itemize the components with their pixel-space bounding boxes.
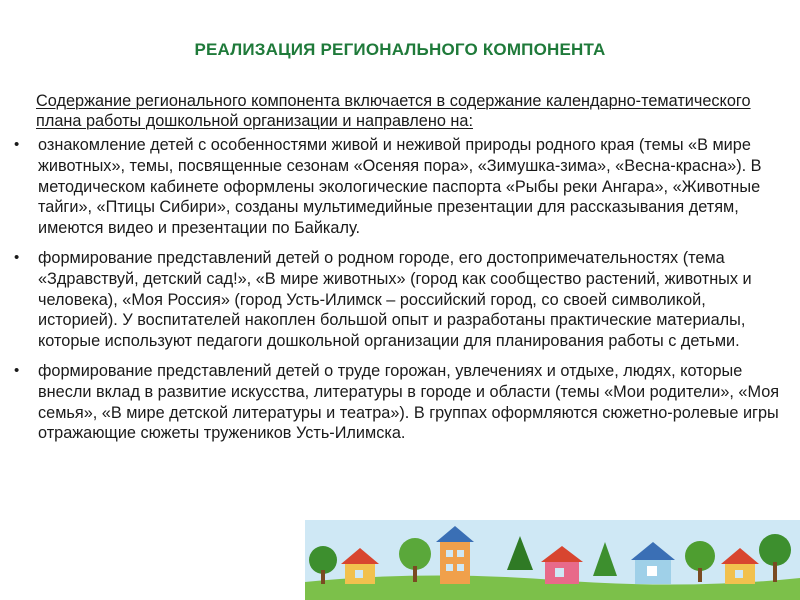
slide-title: РЕАЛИЗАЦИЯ РЕГИОНАЛЬНОГО КОМПОНЕНТА	[194, 40, 606, 59]
list-item-text: формирование представлений детей о труде горожан, увлечениях и отдыхе, людях, которые внесли вклад в развитие искусства, литературы в городе и области (темы «Мои родители», «Моя семья», «В мире детской литературы и театра»). В группах оформляются сюжетно-ролевые игры отражающие сюжеты тружеников Усть-Илимска.	[38, 361, 780, 443]
list-item	[0, 248, 800, 352]
bullet-list	[0, 135, 800, 444]
list-item	[0, 135, 800, 239]
bullet-icon: •	[14, 361, 20, 379]
list-item	[0, 361, 800, 444]
intro-paragraph: Содержание регионального компонента включается в содержание календарно-тематического плана работы дошкольной организации и направлено на:	[36, 92, 751, 130]
list-item-text: формирование представлений детей о родном городе, его достопримечательностях (тема «Здравствуй, детский сад!», «В мире животных» (город как сообщество растений, животных и человека), «Моя Россия» (город Усть-Илимск – российский город, со своей символикой, историей). У воспитателей накоплен большой опыт и разработаны практические материалы, которые используют педагоги дошкольной организации для планирования работы с детьми.	[38, 248, 752, 351]
bullet-icon: •	[14, 136, 20, 153]
list-item-text: ознакомление детей с особенностями живой и неживой природы родного края (темы «В мире животных», темы, посвященные сезонам «Осеняя пора», «Зимушка-зима», «Весна-красна»). В методическом кабинете оформлены экологические паспорта «Рыбы реки Ангара», «Животные тайги», «Птицы Сибири», созданы мультимедийные презентации для рассказывания детям, имеются видео и презентации по Байкалу.	[38, 136, 762, 238]
town-landscape-illustration	[305, 520, 800, 600]
bullet-icon: •	[14, 248, 20, 266]
